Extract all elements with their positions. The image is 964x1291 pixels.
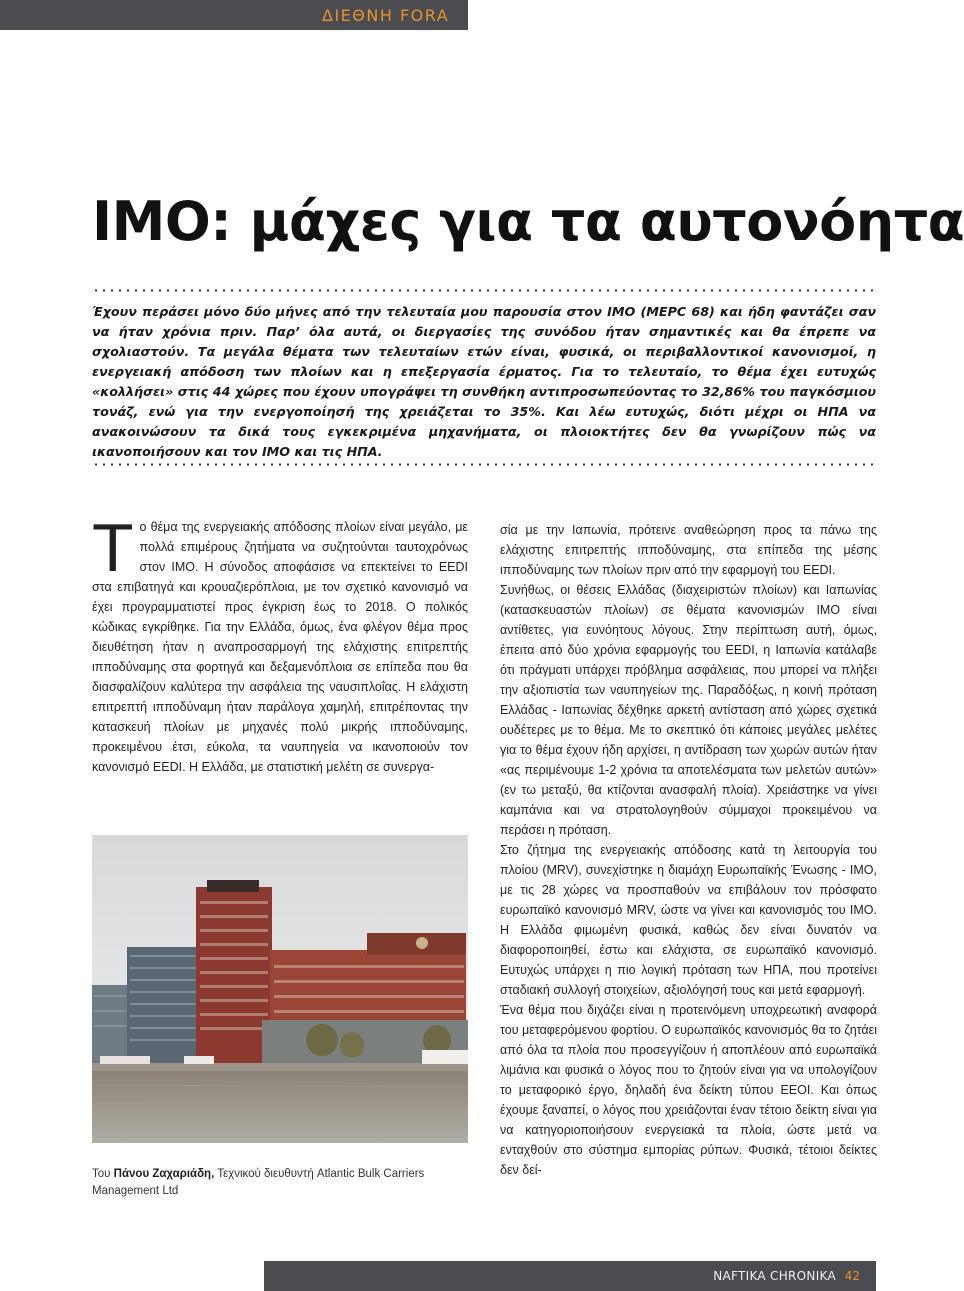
body-text-left: ο θέμα της ενεργειακής απόδοσης πλοίων είναι μεγάλο, με πολλά επιμέρους ζητήματα να συζητούνται ταυτοχρόνως στον IMO. Η σύνοδος αποφάσισε να επεκτείνει το EEDI στα επιβατηγά και κρουαζιερόπλοια, με τον σχετικό κανονισμό να έχει προγραμματιστεί προς έγκριση έως το 2018. Ο πολικός κώδικας εγκρίθηκε. Για την Ελλάδα, όμως, ένα φλέγον θέμα προς διευθέτηση ήταν η αναπροσαρμογή της ελάχιστης επιτρεπτής ιπποδύναμης στα φορτηγά και δεξαμενόπλοια σε επίπεδα που θα διασφαλίζουν καλύτερα την ασφάλεια της ναυσιπλοΐας. Η ελάχιστη επιτρεπτή ιπποδύναμη ήταν παράλογα χαμηλή, επιτρέποντας την κατασκευή πλοίων με μηχανές πολύ μικρής ιπποδύναμης, προκειμένου έτσι, εύκολα, τα ναυπηγεία να ικανοποιούν τον κανονισμό EEDI. Η Ελλάδα, με στατιστική μελέτη σε συνεργα- — [92, 520, 468, 774]
caption-author: Πάνου Ζαχαριάδη, — [113, 1168, 215, 1180]
building-photo — [92, 835, 468, 1143]
body-paragraph — [92, 510, 468, 777]
drop-cap: Τ — [92, 510, 134, 586]
body-column-right — [500, 520, 877, 1180]
body-paragraph: Ένα θέμα που διχάζει είναι η προτεινόμενη υποχρεωτική αναφορά του μεταφερόμενου φορτίου. Ο ευρωπαϊκός κανονισμός θα το ζητάει από όλα τα πλοία που προσεγγίζουν ή αποπλέουν από ευρωπαϊκά λιμάνια και φυσικά ο λόγος που το ζητούν είναι για να υπολογίζουν το μεταφορικό έργο, δηλαδή ένα δείκτη τύπου EEOI. Και όπως έχουμε ξαναπεί, ο λόγος που χρειάζονται έναν τέτοιο δείκτη είναι για να κατηγοριοποιήσουν ενεργειακά τα πλοία, ώστε μετά να ενταχθούν στο σύστημα εμπορίας ρύπων. Φυσικά, τέτοιοι δείκτες δεν δεί- — [500, 1003, 877, 1177]
caption-role: Τεχνικού διευθυντή Atlantic Bulk Carriers Management Ltd — [92, 1168, 425, 1197]
section-tab — [0, 0, 468, 30]
body-column-left — [92, 510, 468, 777]
caption-prefix: Του — [92, 1168, 114, 1180]
dotted-divider-top — [92, 289, 874, 292]
magazine-name: NAFTIKA CHRONIKA — [713, 1269, 836, 1283]
article-lead: Έχουν περάσει μόνο δύο μήνες από την τελευταία μου παρουσία στον IMO (MEPC 68) και ήδη φαντάζει σαν να ήταν χρόνια πριν. Παρ’ όλα αυτά, οι διεργασίες της συνόδου ήταν σημαντικές και θα έπρεπε να σχολιαστούν. Τα μεγάλα θέματα των τελευταίων ετών είναι, φυσικά, οι περιβαλλοντικοί κανονισμοί, η ενεργειακή απόδοση των πλοίων και η επεξεργασία έρματος. Για το τελευταίο, το θέμα έχει ευτυχώς «κολλήσει» στις 44 χώρες που έχουν υπογράψει τη συνθήκη αντιπροσωπεύοντας το 32,86% του παγκόσμιου τονάζ, ενώ για την ενεργοποίησή της χρειάζεται το 35%. Και λέω ευτυχώς, διότι μέχρι οι ΗΠΑ να ανακοινώσουν τα δικά τους εγκεκριμένα μηχανήματα, οι πλοιοκτήτες δεν θα γνωρίζουν πώς να ικανοποιήσουν και τον IMO και τις ΗΠΑ. — [92, 304, 876, 459]
page-footer — [264, 1261, 876, 1291]
article-title: IMO: μάχες για τα αυτονόητα — [92, 190, 964, 253]
author-caption — [92, 1166, 468, 1200]
body-paragraph: σία με την Ιαπωνία, πρότεινε αναθεώρηση προς τα πάνω της ελάχιστης επιτρεπτής ιπποδύναμης, στα επίπεδα της μέσης ιπποδύναμης των πλοίων πριν από την εφαρμογή του EEDI. — [500, 523, 877, 577]
body-paragraph: Στο ζήτημα της ενεργειακής απόδοσης κατά τη λειτουργία του πλοίου (MRV), συνεχίστηκε η διαμάχη Ευρωπαϊκής Ένωσης - IMO, με τις 28 χώρες να προσπαθούν να επιβάλουν τον πρόσφατο ευρωπαϊκό κανονισμό MRV, ώστε να γίνει και κανονισμός του IMO. Η Ελλάδα φιμωμένη φυσικά, καθώς δεν είναι δυνατόν να διαφοροποιηθεί, έστω και ελάχιστα, σε ευρωπαϊκό κανονισμό. Ευτυχώς υπάρχει η πιο λογική πρόταση των ΗΠΑ, που προτείνει σταδιακή συλλογή στοιχείων, αξιολόγησή τους και μετά εφαρμογή. — [500, 843, 877, 997]
dotted-divider-bottom — [92, 463, 874, 466]
body-paragraph: Συνήθως, οι θέσεις Ελλάδας (διαχειριστών πλοίων) και Ιαπωνίας (κατασκευαστών πλοίων) σε θέματα κανονισμών IMO είναι αντίθετες, για ευνόητους λόγους. Στην περίπτωση αυτή, όμως, έπειτα από δύο χρόνια εφαρμογής του EEDI, η Ιαπωνία κατάλαβε ότι πράγματι υπάρχει πρόβλημα ασφάλειας, που μπορεί να πλήξει την αξιοπιστία των ναυπηγείων της. Παραδόξως, η κοινή πρόταση Ελλάδας - Ιαπωνίας δέχθηκε αρκετή αντίσταση από χώρες σχετικά ουδέτερες με το θέμα. Με το σκεπτικό ότι κάποιες μεγάλες μελέτες για το θέμα έχουν ήδη αρχίσει, η αντίδραση των χωρών αυτών ήταν «ας περιμένουμε 1-2 χρόνια τα αποτελέσματα των μελετών αυτών» (εν τω μεταξύ, θα κτίζονται ανασφαλή πλοία). Χρειάστηκε να γίνει καμπάνια και να στρατολογηθούν σύμμαχοι προκειμένου να περάσει η πρόταση. — [500, 583, 877, 837]
section-label: ΔΙΕΘΝΗ FORA — [322, 6, 450, 25]
page-number: 42 — [844, 1269, 860, 1283]
